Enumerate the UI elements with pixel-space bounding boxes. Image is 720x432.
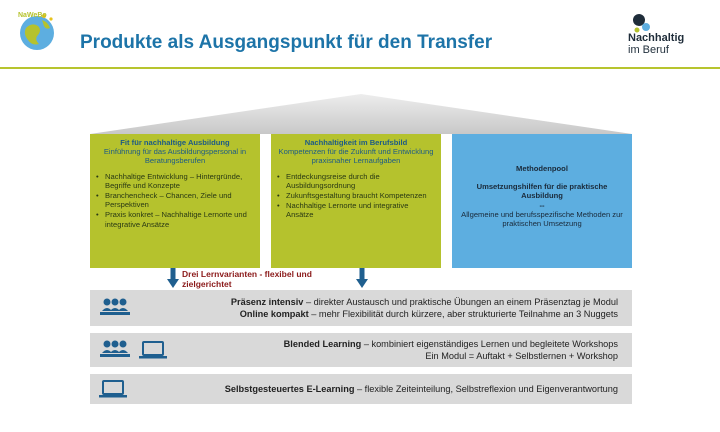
pillar-title: Nachhaltigkeit im Berufsbild bbox=[304, 138, 408, 147]
band-row-text: – direkter Austausch und praktische Übungen an einem Präsenztag je Modul bbox=[303, 297, 618, 307]
nachhaltig-im-beruf-logo bbox=[628, 12, 710, 56]
band-row-bold: Online kompakt bbox=[239, 309, 309, 319]
list-item: • Nachhaltige Lernorte und integrative Ansätze bbox=[277, 201, 435, 219]
page-title: Produkte als Ausgangspunkt für den Transfer bbox=[80, 32, 493, 53]
laptop-icon bbox=[138, 340, 168, 360]
list-item: • Nachhaltige Entwicklung – Hintergründe, Begriffe und Konzepte bbox=[96, 172, 254, 190]
list-item: • Entdeckungsreise durch die Ausbildungsordnung bbox=[277, 172, 435, 190]
pillar-methodenpool bbox=[452, 134, 632, 268]
drops-logo-icon bbox=[630, 12, 652, 34]
nawebo-logo bbox=[14, 8, 60, 54]
laptop-icon bbox=[98, 379, 128, 399]
band-row: Ein Modul = Auftakt + Selbstlernen + Workshop bbox=[425, 351, 618, 361]
band-blended-learning bbox=[90, 333, 632, 367]
pillar-title: Methodenpool bbox=[516, 164, 568, 173]
list-item: • Branchencheck – Chancen, Ziele und Perspektiven bbox=[96, 191, 254, 209]
band-row bbox=[284, 338, 618, 350]
arrow-down-icon bbox=[356, 268, 368, 288]
variants-label-line1: Drei Lernvarianten - flexibel und bbox=[182, 269, 312, 279]
pillar-bullets bbox=[96, 172, 254, 229]
logo-left-text: NaWeBo bbox=[18, 12, 47, 19]
band-row bbox=[240, 308, 618, 320]
band-row-bold: Präsenz intensiv bbox=[230, 297, 304, 307]
list-item: • Zukunftsgestaltung braucht Kompetenzen bbox=[277, 191, 435, 200]
globe-logo-icon bbox=[14, 8, 60, 54]
band-row bbox=[225, 383, 618, 395]
band-row bbox=[231, 296, 618, 308]
pillar-bullets bbox=[277, 172, 435, 220]
pillar-line3: Allgemeine und berufsspezifische Methoden zur praktischen Umsetzung bbox=[461, 209, 623, 229]
arrow-down-icon bbox=[167, 268, 179, 288]
band-row-text: – kombiniert eigenständiges Lernen und begleitete Workshops bbox=[361, 339, 618, 349]
group-icon bbox=[98, 339, 132, 361]
variants-label bbox=[182, 269, 312, 289]
pillar-subtitle: Kompetenzen für die Zukunft und Entwicklung praxisnaher Lernaufgaben bbox=[278, 147, 434, 166]
band-row-bold: Selbstgesteuertes E-Learning bbox=[224, 384, 355, 394]
logo-right-line1: Nachhaltig bbox=[628, 32, 685, 44]
pillar-line1: Umsetzungshilfen für die praktische Ausbildung bbox=[476, 182, 608, 201]
logo-right-line2: im Beruf bbox=[628, 44, 669, 56]
pillar-line2: -- bbox=[539, 200, 545, 210]
house-roof bbox=[90, 94, 632, 134]
band-row-text: – flexible Zeiteinteilung, Selbstreflexion und Eigenverantwortung bbox=[354, 384, 618, 394]
header-divider bbox=[0, 67, 720, 69]
band-selbstgesteuertes-e-learning bbox=[90, 374, 632, 404]
group-icon bbox=[98, 297, 132, 319]
pillar-title: Fit für nachhaltige Ausbildung bbox=[120, 138, 230, 147]
list-item: • Praxis konkret – Nachhaltige Lernorte und integrative Ansätze bbox=[96, 210, 254, 228]
variants-label-line2: zielgerichtet bbox=[182, 279, 232, 289]
pillar-nachhaltigkeit-im-berufsbild bbox=[271, 134, 441, 268]
pillar-fit-fuer-nachhaltige-ausbildung bbox=[90, 134, 260, 268]
band-praesenz-online bbox=[90, 290, 632, 326]
band-row-text: – mehr Flexibilität durch kürzere, aber strukturierte Teilnahme an 3 Nuggets bbox=[308, 309, 618, 319]
pillar-subtitle: Einführung für das Ausbildungspersonal in Beratungsberufen bbox=[103, 147, 247, 166]
band-row-bold: Blended Learning bbox=[283, 339, 362, 349]
